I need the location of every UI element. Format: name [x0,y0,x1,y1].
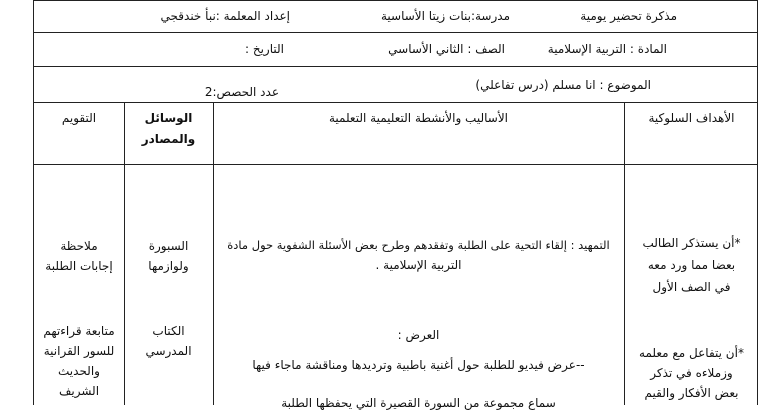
objective-1-line2: بعضا مما ورد معه [647,258,736,272]
topic-label: الموضوع : انا مسلم (درس تفاعلي) [475,78,651,92]
evaluation-2-line2: للسور القرانية [43,344,115,358]
plan-title: مذكرة تحضير يومية [580,9,677,23]
resource-1-line2: ولوازمها [148,259,189,273]
objective-1-line3: في الصف الأول [652,280,731,294]
header-resources-line2: والمصادر [141,132,196,146]
presentation-item-2: سماع مجموعة من السورة القصيرة التي يحفظها الطلبة [281,396,556,410]
header-objectives: الأهداف السلوكية [648,111,735,125]
lesson-table [34,103,757,410]
presentation-item-1: --عرض فيديو للطلبة حول أغنية باطبية وترديدها ومناقشة ماجاء فيها [252,358,585,372]
header-row [34,1,757,33]
info-row [34,33,757,67]
grade-label: الصف : الثاني الأساسي [388,42,505,56]
evaluation-1-line1: ملاحظة [60,239,98,253]
evaluation-2-line4: الشريف [58,384,100,398]
header-methods: الأساليب والأنشطة التعليمية التعلمية [328,111,509,125]
objective-2-line1: *أن يتفاعل مع معلمه [639,346,744,360]
resource-2-line2: المدرسي [145,344,192,358]
objective-2-line2: وزملاءه في تذكر [650,366,733,380]
presentation-title: العرض : [397,328,440,342]
sessions-count: عدد الحصص:2 [204,85,279,99]
objective-1-line1: *أن يستذكر الطالب [642,236,741,250]
evaluation-2-line1: متابعة قراءتهم [43,324,115,338]
resource-1-line1: السبورة [148,239,189,253]
subject-label: المادة : التربية الإسلامية [547,42,667,56]
date-label: التاريخ : [244,42,284,56]
intro-line1: التمهيد : إلقاء التحية على الطلبة وتفقدهم وطرح بعض الأسئلة الشفوية حول مادة [227,238,610,252]
evaluation-1-line2: إجابات الطلبة [45,259,113,273]
evaluation-2-line3: والحديث [58,364,100,378]
intro-line2: التربية الإسلامية . [375,258,462,272]
lesson-plan-sheet [33,0,758,410]
teacher-name: إعداد المعلمة :نبأ خندقجي [160,9,290,23]
school-name: مدرسة:بنات زيتا الأساسية [380,9,510,23]
topic-row [34,67,757,103]
header-evaluation: التقويم [61,111,97,125]
objective-2-line3: بعض الأفكار والقيم [644,386,739,400]
resource-2-line1: الكتاب [152,324,185,338]
header-resources-line1: الوسائل [144,111,193,125]
